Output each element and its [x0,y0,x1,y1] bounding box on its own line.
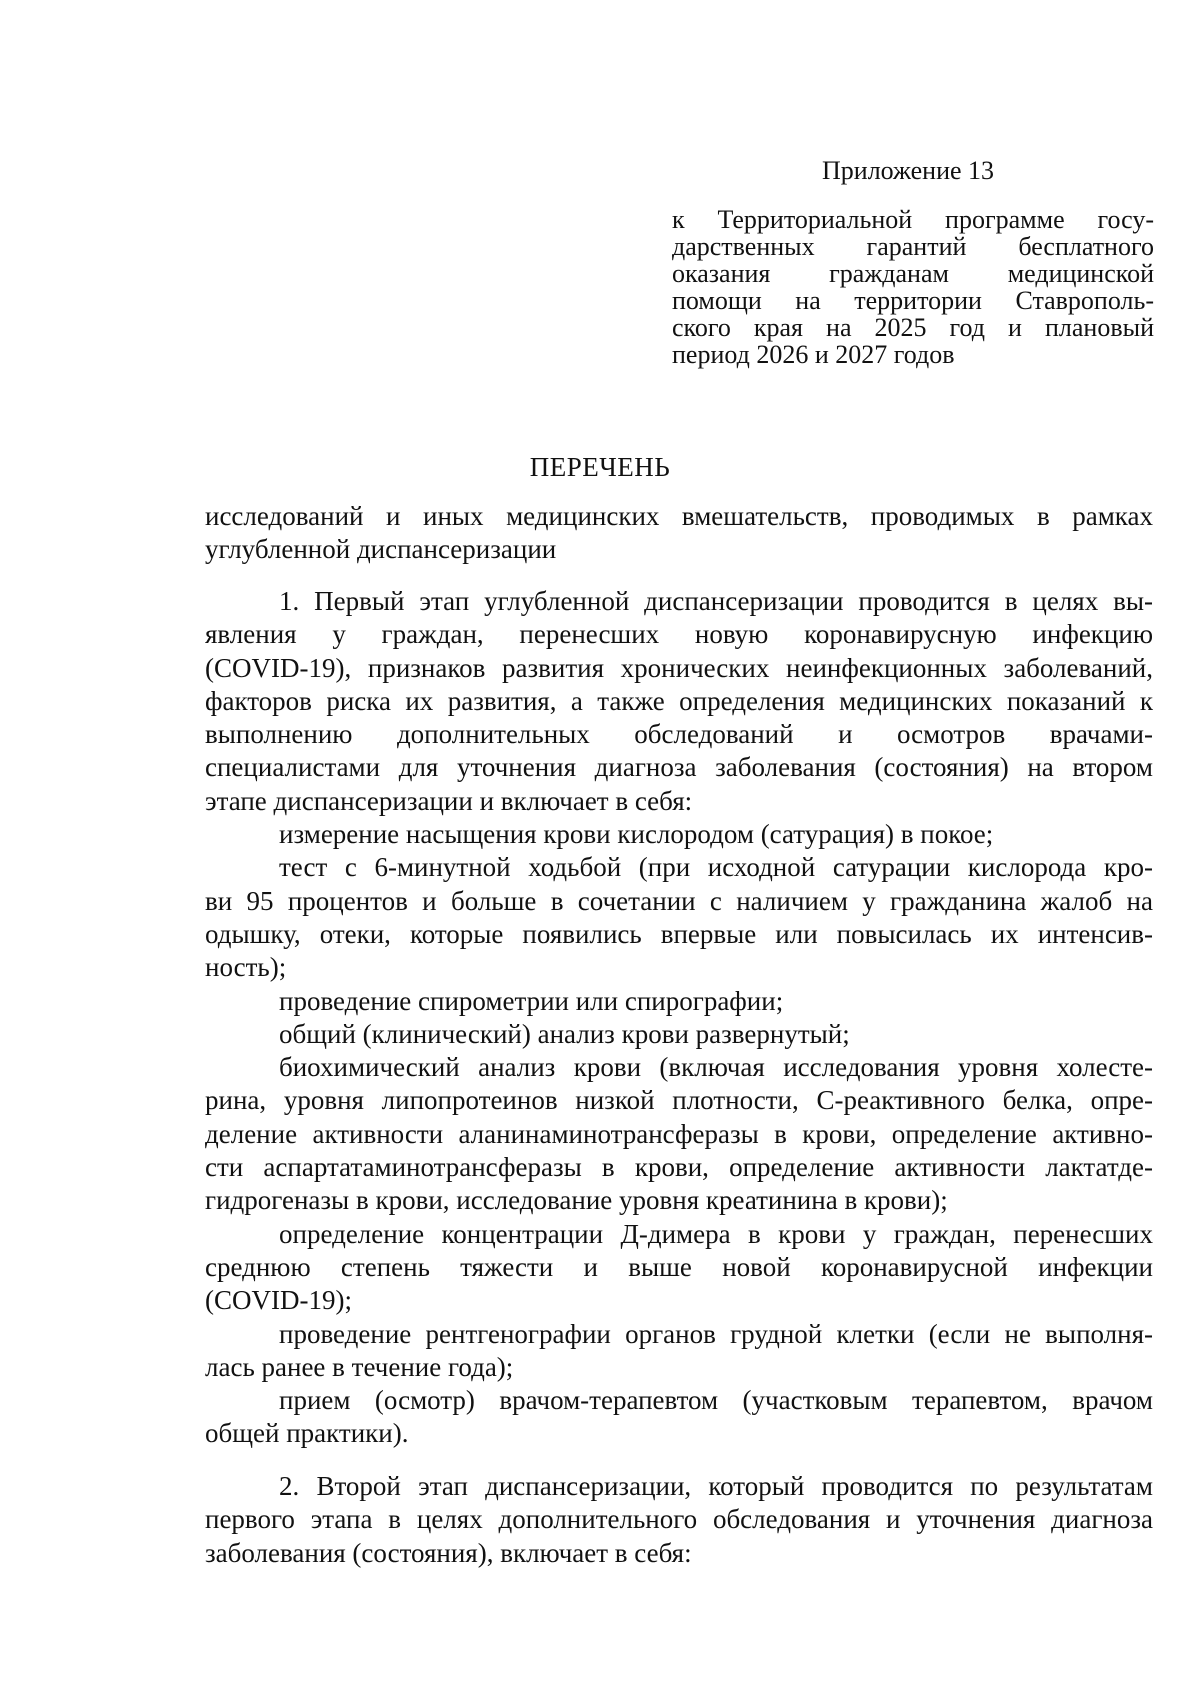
list-item-line: (COVID-19); [205,1285,352,1316]
appendix-reference [672,206,1154,368]
list-item-line: тест с 6-минутной ходьбой (при исходной сатурации кислорода кро- [279,852,1153,883]
paragraph-line: этапе диспансеризации и включает в себя: [205,785,693,816]
paragraph-line: явления у граждан, перенесших новую коронавирусную инфекцию [205,619,1153,650]
paragraph-line: первого этапа в целях дополнительного обследования и уточнения диагноза [205,1504,1153,1535]
paragraph-line: выполнению дополнительных обследований и осмотров врачами- [205,719,1153,750]
list-item-line: проведение спирометрии или спирографии; [279,985,784,1016]
list-item-line: ви 95 процентов и больше в сочетании с наличием у гражданина жалоб на [205,885,1153,916]
section-1 [205,585,1153,1451]
list-item-line: общей практики). [205,1418,409,1449]
list-item-line: одышку, отеки, которые появились впервые или повысилась их интенсив- [205,918,1153,949]
list-item-line: сти аспартатаминотрансферазы в крови, определение активности лактатде- [205,1152,1153,1183]
paragraph-line: (COVID-19), признаков развития хронических неинфекционных заболеваний, [205,652,1153,683]
document-subtitle [205,500,1153,566]
appendix-reference-line: дарственных гарантий бесплатного [672,232,1154,261]
paragraph-line: 2. Второй этап диспансеризации, который проводится по результатам [279,1471,1153,1501]
subtitle-line: углубленной диспансеризации [205,534,557,564]
section-2 [205,1470,1153,1570]
document-title: ПЕРЕЧЕНЬ [529,452,671,482]
appendix-reference-line: период 2026 и 2027 годов [672,340,955,369]
appendix-label: Приложение 13 [822,156,995,185]
list-item-line: среднюю степень тяжести и выше новой коронавирусной инфекции [205,1251,1153,1282]
appendix-reference-line: помощи на территории Ставрополь- [672,286,1154,315]
list-item-line: гидрогеназы в крови, исследование уровня креатинина в крови); [205,1185,948,1216]
paragraph-line: специалистами для уточнения диагноза заболевания (состояния) на втором [205,752,1153,783]
appendix-reference-line: к Территориальной программе госу- [672,205,1154,234]
list-item-line: определение концентрации Д-димера в крови у граждан, перенесших [279,1218,1153,1249]
list-item-line: деление активности аланинаминотрансферазы в крови, определение активно- [205,1118,1153,1149]
subtitle-line: исследований и иных медицинских вмешательств, проводимых в рамках [205,501,1153,531]
list-item-line: биохимический анализ крови (включая исследования уровня холесте- [279,1052,1153,1083]
list-item-line: проведение рентгенографии органов грудной клетки (если не выполня- [279,1318,1153,1349]
appendix-reference-line: ского края на 2025 год и плановый [672,313,1154,342]
list-item-line: общий (клинический) анализ крови развернутый; [279,1018,850,1049]
paragraph-line: факторов риска их развития, а также определения медицинских показаний к [205,685,1153,716]
list-item-line: прием (осмотр) врачом-терапевтом (участковым терапевтом, врачом [279,1385,1153,1416]
paragraph-line: 1. Первый этап углубленной диспансеризации проводится в целях вы- [279,586,1153,616]
appendix-reference-line: оказания гражданам медицинской [672,259,1154,288]
list-item-line: измерение насыщения крови кислородом (сатурация) в покое; [279,819,994,850]
list-item-line: ность); [205,952,287,983]
list-item-line: рина, уровня липопротеинов низкой плотности, С-реактивного белка, опре- [205,1085,1153,1116]
paragraph-line: заболевания (состояния), включает в себя: [205,1537,692,1568]
list-item-line: лась ранее в течение года); [205,1351,514,1382]
